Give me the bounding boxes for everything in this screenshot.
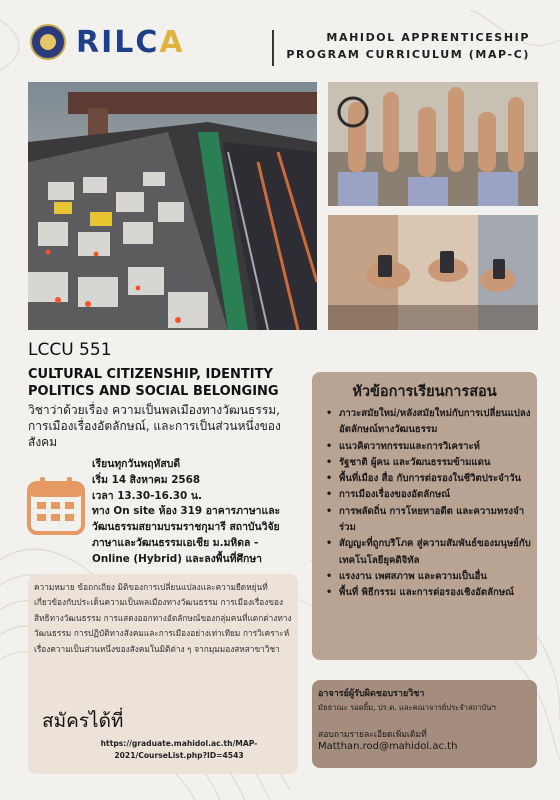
schedule-details [92, 457, 302, 568]
program-title [286, 29, 530, 63]
topic-item: • พื้นที่เมือง สื่อ กับการต่อรองในชีวิตประจำวัน [326, 473, 522, 485]
more-info-label: สอบถามรายละเอียดเพิ่มเติมที่ [318, 730, 427, 740]
topics-list [326, 406, 531, 602]
program-title-line1: MAHIDOL APPRENTICESHIP [326, 31, 530, 44]
calendar-icon [26, 475, 86, 537]
course-title-en: CULTURAL CITIZENSHIP, IDENTITY POLITICS AND SOCIAL BELONGING [28, 367, 279, 399]
topic-item: • แรงงาน เพศสภาพ และความเป็นอื่น [326, 570, 487, 582]
topics-title: หัวข้อการเรียนการสอน [352, 384, 497, 400]
university-seal-icon [30, 24, 66, 60]
header-divider [272, 30, 274, 66]
people-with-phones-photo [328, 215, 538, 330]
schedule-time: เวลา 13.30-16.30 น. [92, 489, 202, 502]
instructor-name: มัธธาณะ รอดยิ้ม, ปร.ด. และคณาจารย์ประจำสถาบันฯ [318, 703, 496, 712]
schedule-day: เรียนทุกวันพฤหัสบดี [92, 458, 181, 470]
program-title-line2: PROGRAM CURRICULUM (MAP-C) [286, 48, 530, 61]
topic-item: • รัฐชาติ ผู้คน และวัฒนธรรมข้ามแดน [326, 456, 491, 468]
topic-item: • ภาวะสมัยใหม่/หลังสมัยใหม่กับการเปลี่ยนแปลงอัตลักษณ์ทางวัฒนธรรม [326, 408, 531, 436]
schedule-location: ทาง On site ห้อง 319 อาคารภาษาและวัฒนธรรมสยามบรมราชกุมารี สถาบันวิจัยภาษาและวัฒนธรรมเอเชีย ม.มหิดล - [92, 505, 281, 549]
course-description: ความหมาย ข้อถกเถียง มิติของการเปลี่ยนแปลงและความยืดหยุ่นที่เกี่ยวข้องกับประเด็นความเป็นพลเมืองทางวัฒนธรรม การเมืองเรื่องของสิทธิทางวัฒนธรรม การแสดงออกทางอัตลักษณ์ของกลุ่มคนที่แตกต่างทางวัฒนธรรม การปฏิบัติทางสังคมและการเมืองอย่างเท่าเทียม การวิเคราะห์เรื่องความเป็นส่วนหนึ่งของสังคมในมิติต่าง ๆ จากมุมมองสหสาขาวิชา [34, 582, 292, 654]
topic-item: • พื้นที่ พิธีกรรม และการต่อรองเชิงอัตลักษณ์ [326, 587, 515, 599]
traffic-photo [28, 82, 317, 330]
apply-heading: สมัครได้ที่ [42, 710, 124, 732]
contact-email[interactable]: Matthan.rod@mahidol.ac.th [318, 741, 458, 752]
topic-item: • การพลัดถิ่น การโหยหาอดีต และความทรงจำร่วม [326, 505, 525, 534]
course-title-th: วิชาว่าด้วยเรื่อง ความเป็นพลเมืองทางวัฒนธรรม, การเมืองเรื่องอัตลักษณ์, และการเป็นส่วนหนึ่งของสังคม [28, 403, 281, 449]
rilca-wordmark: RILCA [76, 24, 185, 60]
instructor-heading: อาจารย์ผู้รับผิดชอบรายวิชา [318, 689, 425, 699]
rilca-logo [30, 24, 185, 60]
raised-hands-photo [328, 82, 538, 206]
schedule-online: Online (Hybrid) และลงพื้นที่ศึกษา [92, 552, 263, 565]
apply-link[interactable]: https://graduate.mahidol.ac.th/MAP-2021/CourseList.php?ID=4543 [100, 739, 258, 760]
topic-item: • การเมืองเรื่องของอัตลักษณ์ [326, 489, 451, 501]
topic-item: • สัญญะที่ถูกบริโภค สู่ความสัมพันธ์ของมนุษย์กับเทคโนโลยียุคดิจิทัล [326, 538, 531, 566]
topic-item: • แนวคิดวาทกรรมและการวิเคราะห์ [326, 440, 480, 452]
schedule-start: เริ่ม 14 สิงหาคม 2568 [92, 473, 201, 486]
course-code: LCCU 551 [28, 340, 112, 360]
